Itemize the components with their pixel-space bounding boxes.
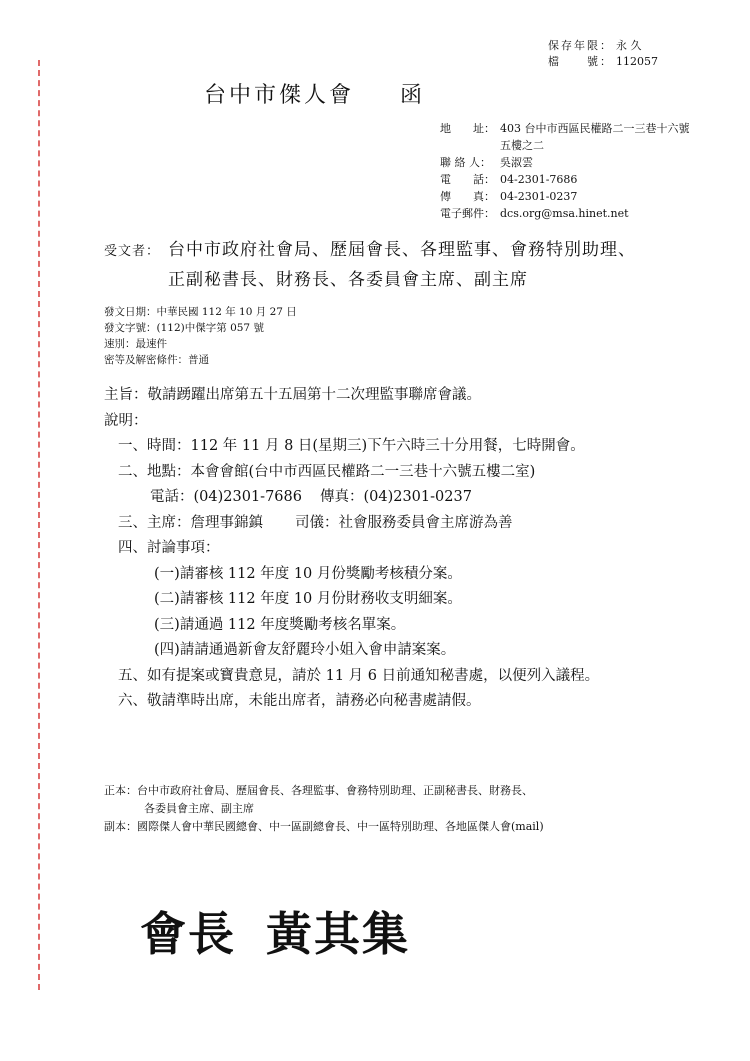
contact-label [440,137,500,154]
item-time: 一、時間：112 年 11 月 8 日(星期三)下午六時三十分用餐，七時開會。 [118,438,585,454]
contact-block [440,120,690,222]
item-attendance: 六、敬請準時出席，未能出席者，請務必向秘書處請假。 [118,693,481,709]
chairperson: 三、主席：詹理事錦鎮 [118,514,263,531]
contact-value: 04-2301-7686 [500,173,578,186]
president-signature [140,898,410,964]
dispatch-speed: 速別：最速件 [104,338,167,350]
document-title [204,78,425,109]
dispatch-security: 密等及解密條件：普通 [104,354,209,366]
phone-fax-line [104,485,599,511]
discussion-item: (一)請審核 112 年度 10 月份獎勵考核積分案。 [154,565,462,582]
recipient-label: 受文者： [104,244,161,259]
dispatch-meta [104,304,297,368]
discussion-item: (三)請通過 112 年度獎勵考核名單案。 [154,616,406,633]
recipient-block [104,236,636,294]
retention-block [548,38,658,70]
recipient-line-2: 正副秘書長、財務長、各委員會主席、副主席 [168,270,528,290]
file-number-value: 112057 [616,55,658,68]
contact-label: 電子郵件： [440,207,495,220]
item-chair [104,511,599,537]
contact-value: 04-2301-0237 [500,190,578,203]
contact-label: 聯 絡 人： [440,156,491,169]
item-discussion: 四、討論事項： [118,540,220,556]
original-recipients: 正本：台中市政府社會局、歷屆會長、各理監事、會務特別助理、正副秘書長、財務長、 [104,784,533,797]
document-body [104,383,599,715]
contact-value: 五樓之二 [500,139,544,152]
master-of-ceremonies: 司儀：社會服務委員會主席游為善 [295,514,513,531]
contact-label: 傳 真： [440,190,495,203]
discussion-item: (四)請請通過新會友舒麗玲小姐入會申請案案。 [154,642,456,658]
file-number-label: 檔 號： [548,55,613,68]
venue-phone: 電話：(04)2301-7686 [150,489,302,505]
signature-title: 會長 [140,907,236,961]
dispatch-date: 發文日期：中華民國 112 年 10 月 27 日 [104,306,297,318]
venue-fax: 傳真：(04)2301-0237 [319,489,472,505]
distribution-block [104,782,544,836]
binding-margin-line [38,60,40,990]
copy-recipients: 副本：國際傑人會中華民國總會、中一區副總會長、中一區特別助理、各地區傑人會(mail) [104,820,544,833]
contact-label: 電 話： [440,173,495,186]
item-location: 二、地點：本會會館(台中市西區民權路二一三巷十六號五樓二室) [118,463,536,480]
contact-value: 吳淑雲 [500,156,533,169]
subject-line: 主旨：敬請踴躍出席第五十五屆第十二次理監事聯席會議。 [104,387,481,403]
contact-label: 地 址： [440,122,495,135]
signature-name: 黃其集 [266,907,410,961]
retention-period-label: 保存年限： [548,39,613,52]
contact-email: dcs.org@msa.hinet.net [500,207,629,220]
item-proposals: 五、如有提案或寶貴意見，請於 11 月 6 日前通知秘書處，以便列入議程。 [118,667,600,684]
doc-type: 函 [400,83,426,108]
original-recipients-cont: 各委員會主席、副主席 [144,802,254,815]
dispatch-number: 發文字號：(112)中傑字第 057 號 [104,322,264,334]
recipient-line-1: 台中市政府社會局、歷屆會長、各理監事、會務特別助理、 [168,240,636,260]
contact-value: 403 台中市西區民權路二一三巷十六號 [500,122,690,135]
retention-period-value: 永 久 [616,39,642,52]
discussion-item: (二)請審核 112 年度 10 月份財務收支明細案。 [154,591,462,607]
org-name: 台中市傑人會 [204,83,355,108]
explain-label: 說明： [104,412,148,429]
